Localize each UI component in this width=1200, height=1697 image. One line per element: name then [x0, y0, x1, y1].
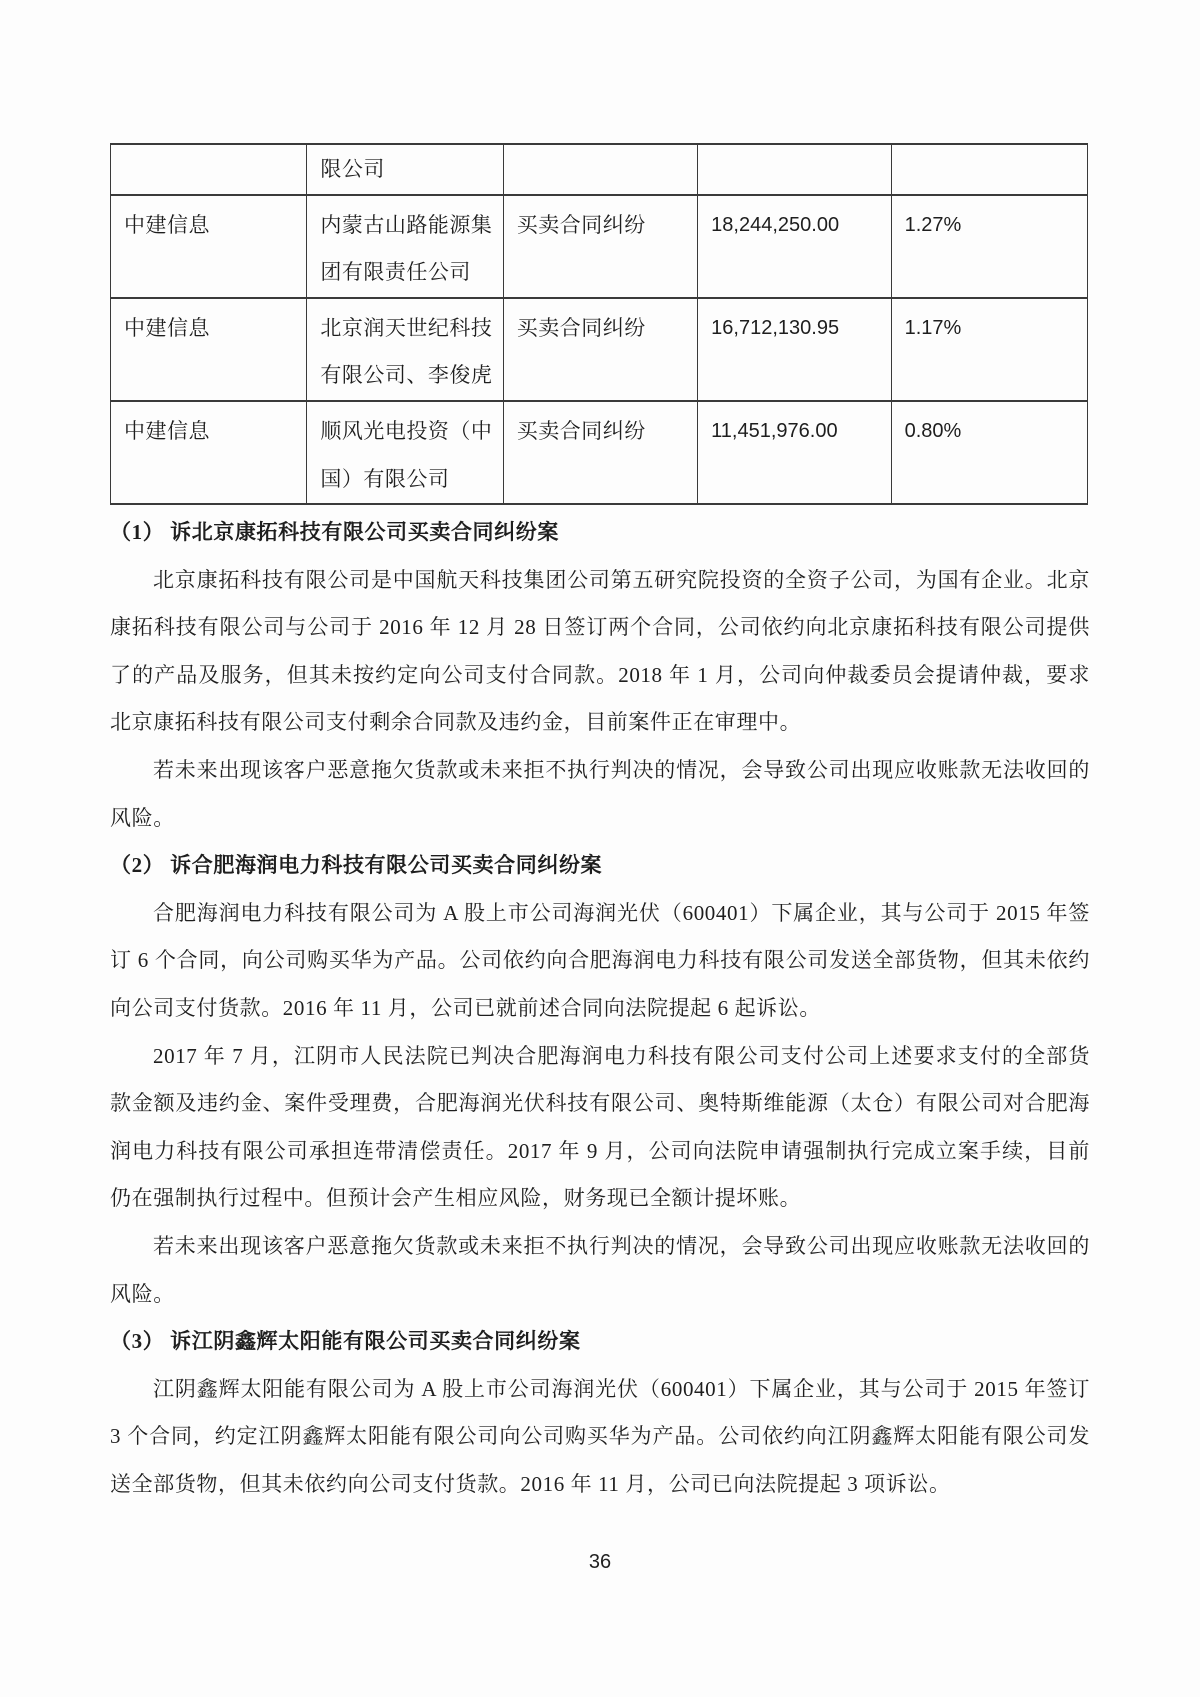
cell-amount: 11,451,976.00 — [698, 401, 891, 504]
cell-counterparty: 顺风光电投资（中国）有限公司 — [307, 401, 503, 504]
section-2-risk-paragraph: 若未来出现该客户恶意拖欠货款或未来拒不执行判决的情况，会导致公司出现应收账款无法收回的风险。 — [110, 1233, 1090, 1306]
section-2-paragraph: 合肥海润电力科技有限公司为 A 股上市公司海润光伏（600401）下属企业，其与公司于 2015 年签订 6 个合同，向公司购买华为产品。公司依约向合肥海润电力科技有限公司发送全部货物，但其未依约向公司支付货款。2016 年 11 月，公司已就前述合同向法院提起 6 起诉讼。 — [110, 900, 1090, 1020]
document-body — [110, 486, 1090, 1508]
table-row — [111, 298, 1088, 401]
cell-amount: 16,712,130.95 — [698, 298, 891, 401]
cell-amount — [698, 144, 891, 195]
section-1-paragraph: 北京康拓科技有限公司是中国航天科技集团公司第五研究院投资的全资子公司，为国有企业。北京康拓科技有限公司与公司于 2016 年 12 月 28 日签订两个合同，公司依约向北京康拓科技有限公司提供了的产品及服务，但其未按约定向公司支付合同款。2018 年 1 月，公司向仲裁委员会提请仲裁，要求北京康拓科技有限公司支付剩余合同款及违约金，目前案件正在审理中。 — [110, 567, 1090, 735]
cell-company: 中建信息 — [111, 195, 307, 298]
cell-counterparty: 内蒙古山路能源集团有限责任公司 — [307, 195, 503, 298]
section-3-heading: （3） 诉江阴鑫辉太阳能有限公司买卖合同纠纷案 — [110, 1329, 581, 1354]
cell-case-type: 买卖合同纠纷 — [503, 195, 697, 298]
cell-percent — [891, 144, 1087, 195]
cell-company: 中建信息 — [111, 298, 307, 401]
table-row-continuation — [111, 144, 1088, 195]
cell-percent: 0.80% — [891, 401, 1087, 504]
cell-case-type: 买卖合同纠纷 — [503, 401, 697, 504]
cell-company: 中建信息 — [111, 401, 307, 504]
section-2-paragraph: 2017 年 7 月，江阴市人民法院已判决合肥海润电力科技有限公司支付公司上述要求支付的全部货款金额及违约金、案件受理费，合肥海润光伏科技有限公司、奥特斯维能源（太仓）有限公司对合肥海润电力科技有限公司承担连带清偿责任。2017 年 9 月，公司向法院申请强制执行完成立案手续，目前仍在强制执行过程中。但预计会产生相应风险，财务现已全额计提坏账。 — [110, 1043, 1090, 1211]
cell-counterparty: 北京润天世纪科技有限公司、李俊虎 — [307, 298, 503, 401]
cell-counterparty: 限公司 — [307, 144, 503, 195]
litigation-table — [110, 143, 1088, 505]
cell-percent: 1.27% — [891, 195, 1087, 298]
cell-amount: 18,244,250.00 — [698, 195, 891, 298]
section-1-heading: （1） 诉北京康拓科技有限公司买卖合同纠纷案 — [110, 520, 559, 544]
table-row — [111, 195, 1088, 298]
section-3-paragraph: 江阴鑫辉太阳能有限公司为 A 股上市公司海润光伏（600401）下属企业，其与公司于 2015 年签订 3 个合同，约定江阴鑫辉太阳能有限公司向公司购买华为产品。公司依约向江阴鑫辉太阳能有限公司发送全部货物，但其未依约向公司支付货款。2016 年 11 月，公司已向法院提起 3 项诉讼。 — [110, 1376, 1090, 1496]
cell-case-type — [503, 144, 697, 195]
section-1-risk-paragraph: 若未来出现该客户恶意拖欠货款或未来拒不执行判决的情况，会导致公司出现应收账款无法收回的风险。 — [110, 757, 1090, 830]
section-2-heading: （2） 诉合肥海润电力科技有限公司买卖合同纠纷案 — [110, 853, 603, 878]
cell-case-type: 买卖合同纠纷 — [503, 298, 697, 401]
cell-company — [111, 144, 307, 195]
page-number: 36 — [588, 1551, 612, 1573]
cell-percent: 1.17% — [891, 298, 1087, 401]
